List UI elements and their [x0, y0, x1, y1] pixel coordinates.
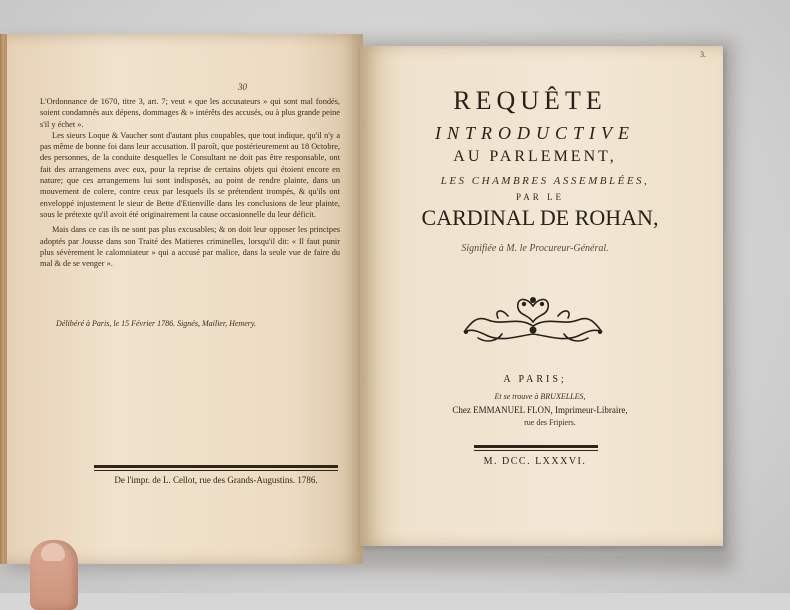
paragraph: Mais dans ce cas ils ne sont pas plus excusables; & on doit leur opposer les principes adoptés par Jousse dans son Traité des Matieres criminelles, lorsqu'il dit: « Il faut punir plus sévèrement le calomniateur » qui a accusé par malice, dans la seule vue de faire du mal & de se venger ». — [40, 225, 340, 269]
imprint-sold-at-text: Et se trouve à BRUXELLES, — [494, 392, 586, 401]
title-par-le: PAR LE — [516, 192, 564, 202]
title-requete: REQUÊTE — [453, 86, 607, 115]
title-signifiee: Signifiée à M. le Procureur-Général. — [461, 243, 609, 254]
imprint-printer: Chez EMMANUEL FLON, Imprimeur-Libraire, — [452, 405, 628, 415]
paragraph: L'Ordonnance de 1670, titre 3, art. 7; veut « que les accusateurs » qui sont mal fondés, soient condamnés aux dépens, dommages & » intérêts des accusés, ou à plus grande peine s'il y échet ». — [40, 97, 340, 129]
imprint-rule — [94, 465, 338, 468]
right-page-corner-mark: 3. — [700, 50, 706, 59]
title-cardinal: CARDINAL DE ROHAN, — [421, 205, 659, 230]
ornament-vignette-icon — [458, 286, 608, 348]
paragraph: Les sieurs Loque & Vaucher sont d'autant plus coupables, que tout indique, qu'il n'y a pas même de bonne foi dans leur accusation. Il paroît, que postérieurement au 18 Octobre, des personnes, de la conduite desquelles le Consultant ne doit pas être responsable, ont fait des arrangemens avec eux, pour la reprise de certains objets qui étoient encore en nature; que ces arrangemens lui sont indisposés, au point de rendre plainte, dans un mouvement de colere, contre ceux par lesquels ils se prétendent trompés, & qu'ils ont enveloppé injustement le sieur de Bette d'Etienville dans les conclusions de leur plainte, sous le prétexte qu'il avoit été originairement la cause occasionnelle du leur déficit. — [40, 130, 340, 219]
title-au-parlement: AU PARLEMENT, — [453, 148, 617, 165]
printer-imprint: De l'impr. de L. Cellot, rue des Grands-Augustins. 1786. — [114, 475, 318, 485]
deliberation-text: Délibéré à Paris, le 15 Février 1786. Signés, Mailier, Hemery. — [56, 319, 256, 328]
publication-year: M. DCC. LXXXVI. — [483, 456, 587, 467]
imprint-street: rue des Fripiers. — [524, 418, 576, 427]
deliberation-line — [56, 319, 256, 328]
title-introductive: INTRODUCTIVE — [434, 123, 635, 143]
left-page-number: 30 — [238, 82, 247, 92]
left-page-body — [40, 96, 340, 269]
year-rule-thin — [474, 450, 598, 451]
title-chambres: LES CHAMBRES ASSEMBLÉES, — [440, 175, 650, 187]
imprint-city: A PARIS; — [503, 374, 567, 385]
year-rule — [474, 445, 598, 448]
fingernail — [41, 543, 65, 561]
imprint-rule-thin — [94, 470, 338, 471]
imprint-sold-at — [430, 392, 650, 401]
